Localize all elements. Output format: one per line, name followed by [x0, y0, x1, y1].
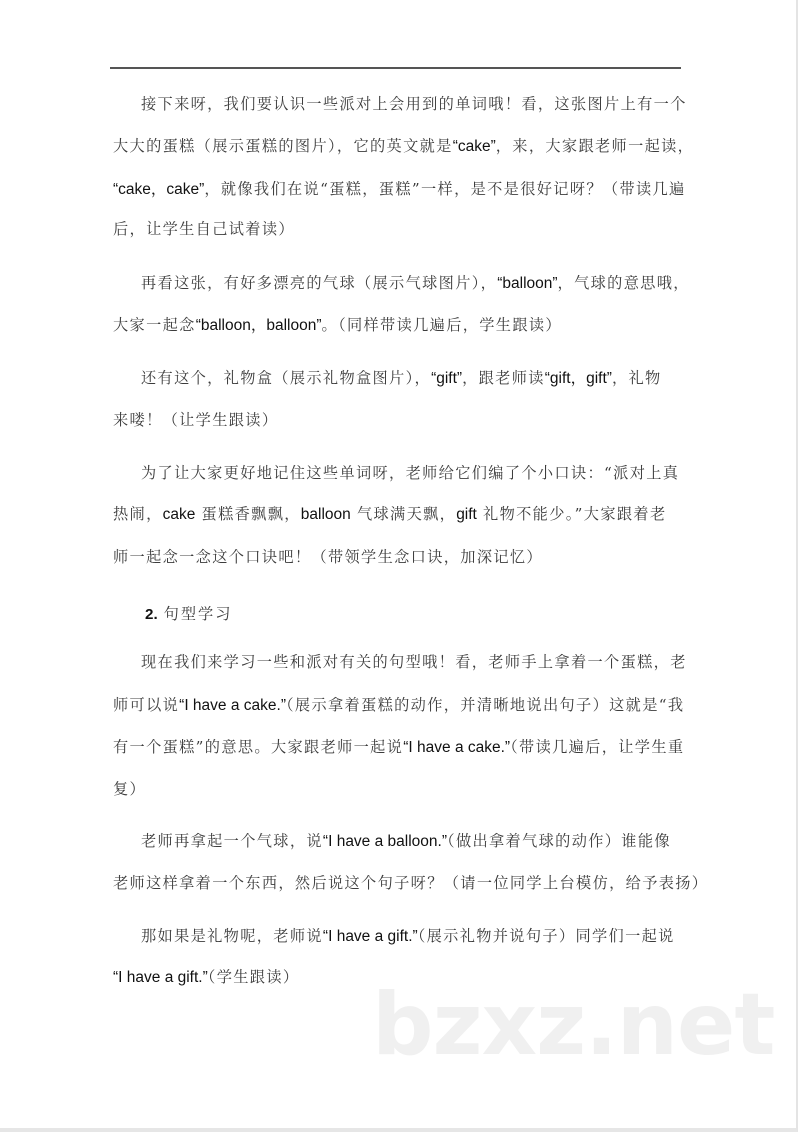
paragraph-1-line-2	[113, 134, 695, 158]
paragraph-3-line-2	[113, 408, 688, 432]
text-segment: 热闹，	[113, 505, 163, 523]
english-sentence: “I have a balloon.”	[322, 833, 447, 850]
paragraph-1-line-4	[113, 217, 688, 241]
text-segment: 还有这个，礼物盒（展示礼物盒图片），	[141, 369, 432, 387]
section-title: 句型学习	[163, 605, 233, 623]
text-segment: 复）	[113, 780, 147, 798]
text-segment: ，气球的意思哦，	[557, 274, 690, 292]
text-segment: 再看这张，有好多漂亮的气球（展示气球图片），	[141, 274, 498, 292]
english-word-balloon-balloon: “balloon，balloon”	[195, 317, 322, 334]
paragraph-3-line-1	[141, 366, 688, 390]
section-number: 2.	[145, 606, 158, 623]
text-segment: ，来，大家跟老师一起读，	[495, 137, 695, 155]
text-segment: ，跟老师读	[462, 369, 545, 387]
paragraph-5-line-2	[113, 693, 688, 717]
paragraph-1-line-1	[141, 92, 688, 116]
paragraph-2-line-1	[141, 271, 688, 295]
english-sentence: “I have a cake.”	[179, 697, 286, 714]
paragraph-4-line-2	[113, 502, 688, 526]
paragraph-6-line-1	[141, 829, 688, 853]
text-segment: 那如果是礼物呢，老师说	[141, 927, 323, 945]
paragraph-5-line-4	[113, 777, 688, 801]
text-segment: 有一个蛋糕”的意思。大家跟老师一起说	[113, 738, 404, 756]
text-segment: 老师再拿起一个气球，说	[141, 832, 323, 850]
english-sentence: “I have a cake.”	[403, 739, 511, 756]
text-segment: （展示拿着蛋糕的动作，并清晰地说出句子）这就是“我	[285, 696, 685, 714]
text-segment: （带读几遍后，让学生重	[510, 738, 685, 756]
text-segment: 为了让大家更好地记住这些单词呀，老师给它们编了个小口诀：“派对上真	[141, 464, 680, 482]
watermark: bzxz.net	[372, 975, 775, 1075]
text-segment: ，礼物	[611, 369, 662, 387]
text-segment: （学生跟读）	[207, 968, 300, 986]
text-segment: ，就像我们在说“蛋糕，蛋糕”一样，是不是很好记呀？（带读几遍	[204, 180, 686, 198]
english-word-cake: cake	[162, 506, 196, 523]
text-segment: （展示礼物并说句子）同学们一起说	[417, 927, 675, 945]
text-segment: 蛋糕香飘飘，	[195, 505, 301, 523]
header-rule	[110, 67, 681, 69]
text-segment: 气球满天飘，	[350, 505, 457, 523]
paragraph-4-line-1	[141, 461, 688, 485]
text-segment: 现在我们来学习一些和派对有关的句型哦！看，老师手上拿着一个蛋糕，老	[141, 653, 687, 671]
text-segment: 大家一起念	[113, 316, 196, 334]
english-word-gift: gift	[456, 506, 477, 523]
english-word-cake-cake: “cake，cake”	[113, 181, 205, 198]
paragraph-5-line-1	[141, 650, 688, 674]
english-word-cake: “cake”	[452, 138, 496, 155]
text-segment: 大大的蛋糕（展示蛋糕的图片），它的英文就是	[113, 137, 453, 155]
paragraph-1-line-3	[113, 177, 688, 201]
text-segment: 老师这样拿着一个东西，然后说这个句子呀？（请一位同学上台模仿，给予表扬）	[113, 874, 709, 892]
paragraph-2-line-2	[113, 313, 688, 337]
english-sentence: “I have a gift.”	[322, 928, 418, 945]
text-segment: 后，让学生自己试着读）	[113, 220, 295, 238]
text-segment: 接下来呀，我们要认识一些派对上会用到的单词哦！看，这张图片上有一个	[141, 95, 687, 113]
text-segment: 。（同样带读几遍后，学生跟读）	[321, 316, 562, 334]
text-segment: 师一起念一念这个口诀吧！（带领学生念口诀，加深记忆）	[113, 548, 543, 566]
paragraph-7-line-1	[141, 924, 688, 948]
section-heading	[145, 602, 232, 626]
english-sentence: “I have a gift.”	[113, 969, 208, 986]
paragraph-4-line-3	[113, 545, 688, 569]
paragraph-6-line-2	[113, 871, 709, 895]
english-word-gift: “gift”	[431, 370, 463, 387]
english-word-balloon: “balloon”	[497, 275, 558, 292]
english-word-gift-gift: “gift，gift”	[544, 370, 612, 387]
text-segment: 来喽！（让学生跟读）	[113, 411, 279, 429]
english-word-balloon: balloon	[300, 506, 351, 523]
text-segment: 礼物不能少。”大家跟着老	[476, 505, 667, 523]
text-segment: （做出拿着气球的动作）谁能像	[447, 832, 671, 850]
paragraph-5-line-3	[113, 735, 688, 759]
text-segment: 师可以说	[113, 696, 180, 714]
